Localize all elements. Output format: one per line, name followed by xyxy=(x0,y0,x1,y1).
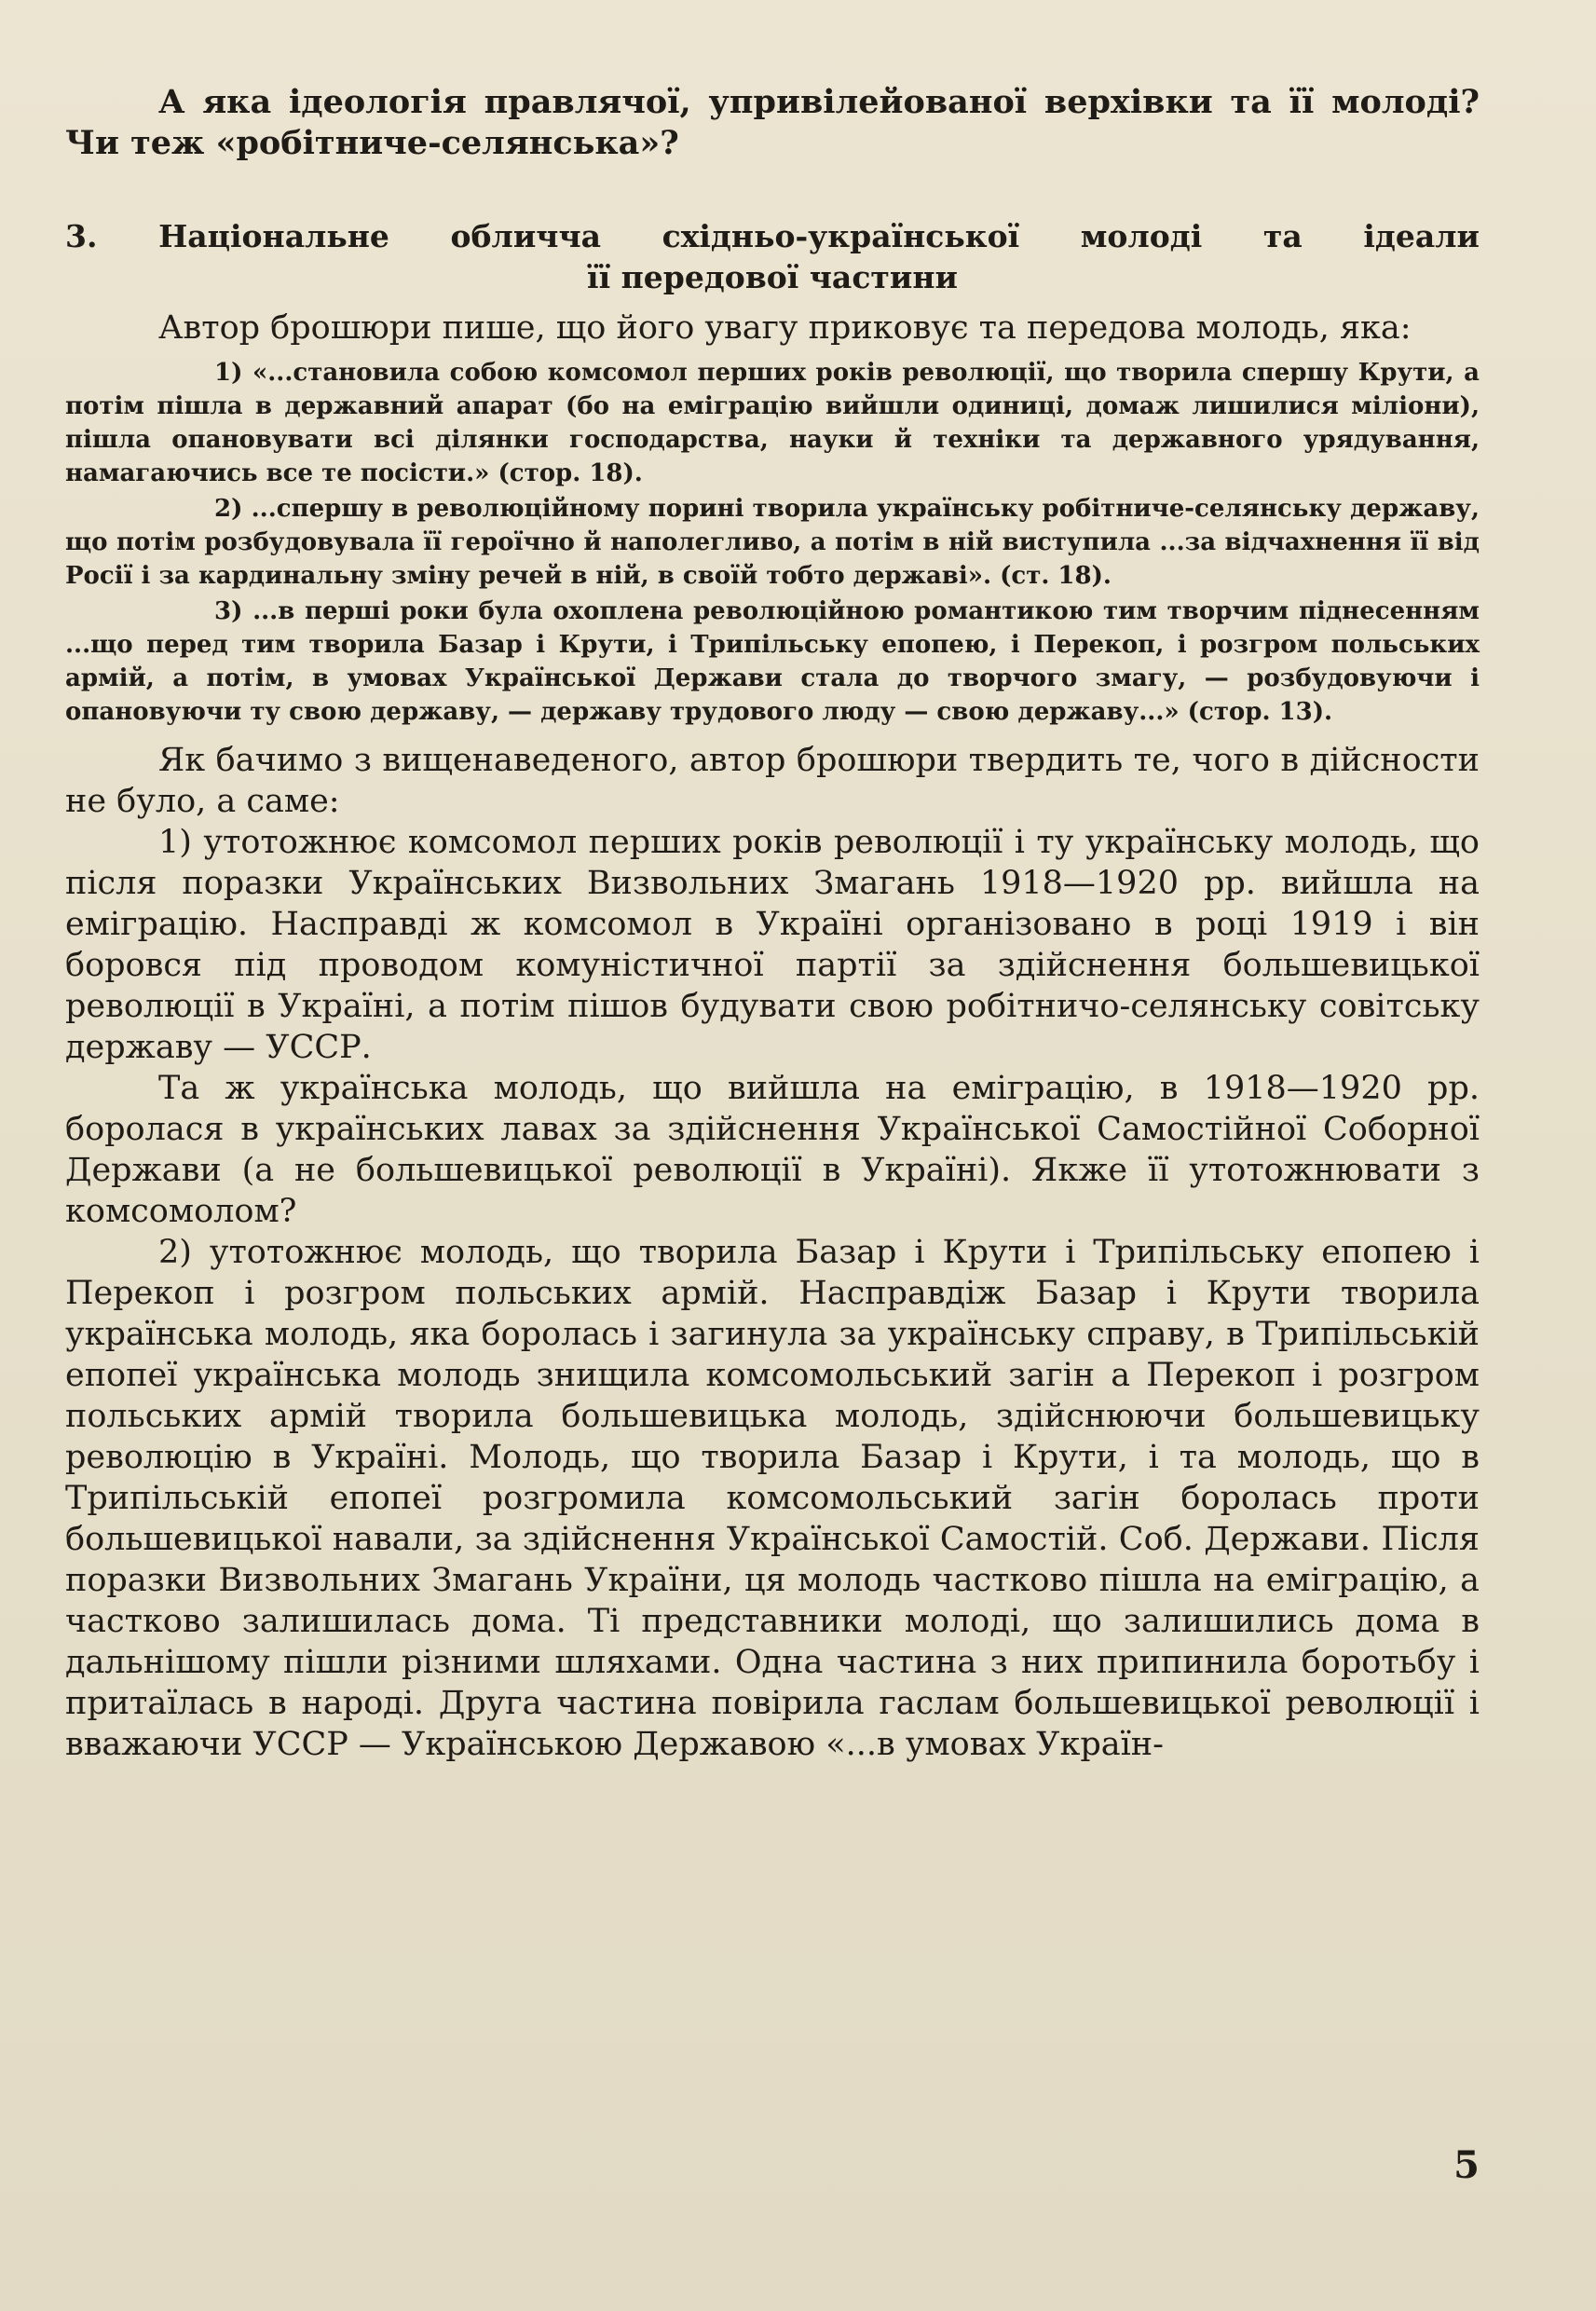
quotes-block xyxy=(65,356,1480,729)
quote-item: 1) «...становила собою комсомол перших років революції, що творила спершу Крути, а потім пішла в державний апарат (бо на еміграцію вийшли одиниці, домаж лишилися міліони), пішла опановувати всі ділянки господарства, науки й техніки та державного урядування, намагаючись все те посісти.» (стор. 18). xyxy=(65,359,1480,487)
section-heading-line2: її передової частини xyxy=(587,259,958,295)
quote-item: 2) ...спершу в революційному порині творила українську робітниче-селянську державу, що потім розбудовувала її героїчно й наполегливо, а потім в ній виступила ...за відчахнення її від Росії і за кардинальну зміну речей в ній, в своїй тобто державі». (ст. 18). xyxy=(65,495,1480,590)
intro-question: А яка ідеологія правлячої, упривілейованої верхівки та її молоді? Чи теж «робітниче-селянська»? xyxy=(65,83,1480,162)
lead-paragraph: Автор брошюри пише, що його увагу приковує та передова молодь, яка: xyxy=(158,309,1412,347)
page-number: 5 xyxy=(1453,2143,1480,2187)
quote-item: 3) ...в перші роки була охоплена революційною романтикою тим творчим піднесенням ...що перед тим творила Базар і Крути, і Трипільську епопею, і Перекоп, і розгром польських армій, а потім, в умовах Української Держави стала до творчого змагу, — розбудовуючи і опановуючи ту свою державу, — державу трудового люду — свою державу...» (стор. 13). xyxy=(65,597,1480,726)
body-paragraph: Як бачимо з вищенаведеного, автор брошюри твердить те, чого в дійсности не було, а саме: xyxy=(65,742,1480,820)
section-heading xyxy=(65,216,1480,298)
body-paragraph: 1) утотожнює комсомол перших років революції і ту українську молодь, що після поразки Українських Визвольних Змагань 1918—1920 рр. вийшла на еміграцію. Насправді ж комсомол в Україні організовано в році 1919 і він боровся під проводом комуністичної партії за здійснення большевицької революції в Україні, а потім пішов будувати свою робітничо-селянську совітську державу — УССР. xyxy=(65,824,1480,1066)
section-heading-line1: 3. Національне обличча східньо-української молоді та ідеали xyxy=(65,218,1480,254)
body-paragraph: 2) утотожнює молодь, що творила Базар і Крути і Трипільську епопею і Перекоп і розгром польських армій. Насправдіж Базар і Крути творила українська молодь, яка боролась і загинула за українську справу, в Трипільській епопеї українська молодь знищила комсомольський загін а Перекоп і розгром польських армій творила большевицька молодь, здійснюючи большевицьку революцію в Україні. Молодь, що творила Базар і Крути, і та молодь, що в Трипільській епопеї розгромила комсомольський загін боролась проти большевицької навали, за здійснення Української Самостій. Соб. Держави. Після поразки Визвольних Змагань України, ця молодь частково пішла на еміграцію, а частково залишилась дома. Ті представники молоді, що залишились дома в дальнішому пішли різними шляхами. Одна частина з них припинила боротьбу і притаїлась в народі. Друга частина повірила гаслам большевицької революції і вважаючи УССР — Українською Державою «...в умовах Україн- xyxy=(65,1234,1480,1763)
body-paragraph: Та ж українська молодь, що вийшла на еміграцію, в 1918—1920 рр. боролася в українських лавах за здійснення Української Самостійної Соборної Держави (а не большевицької революції в Україні). Якже її утотожнювати з комсомолом? xyxy=(65,1070,1480,1230)
